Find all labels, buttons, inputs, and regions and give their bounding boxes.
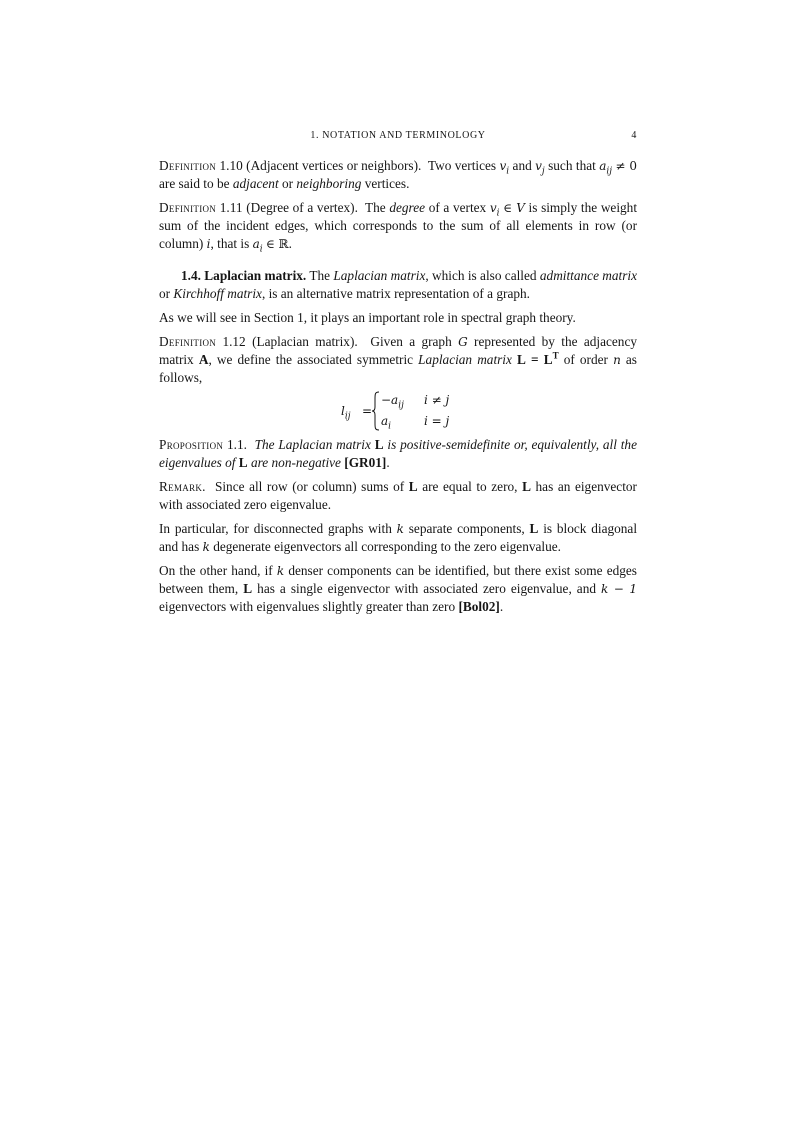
proposition-text: are non-negative [250,455,341,470]
remark-text: Since all row (or column) sums of [214,479,405,494]
formula-equals: = [362,404,373,418]
definition-text: are said to be [159,176,230,191]
definition-label: Definition [159,158,217,173]
definition-text: represented by the adjacency matrix [159,334,637,367]
definition-1-10 [159,157,637,193]
definition-text: The [365,200,386,215]
proposition-number: 1.1. [227,437,247,452]
definition-text: Given a graph [370,334,452,349]
symbol-l-matrix: L [238,455,248,470]
symbol-a-i: $a_i$ [252,237,263,255]
remark-text: eigenvectors with eigenvalues slightly greater than zero [159,599,456,614]
page-content [159,157,637,622]
symbol-g: G [458,335,468,349]
section-number: 1.4. [181,268,201,283]
remark-text: denser components can be identified, but there exist some edges between them, [159,563,637,596]
term-laplacian-matrix: Laplacian matrix [333,268,426,283]
remark-text: In particular, for disconnected graphs with [159,521,392,536]
laplacian-formula [159,390,637,430]
formula-case-2-value: $a_i$ [381,414,392,432]
symbol-l-matrix: L [522,479,531,494]
symbol-k: k [202,540,210,554]
symbol-in-v: ∈ V [503,201,525,215]
formula-case-1-condition: i ≠ j [424,393,450,407]
symbol-k: k [276,564,285,578]
section-1-4 [159,267,637,303]
formula-case-2-condition: i = j [424,414,450,428]
term-neighboring: neighboring [296,176,362,191]
definition-text: vertices. [364,176,410,191]
remark-paragraph-3: On the other hand, if k denser components can be identified, but there exist some edges between them, L has a single eigenvector with associated zero eigenvalue, and k − 1 eigenvectors with eigenvalues slightly greater than zero [Bol02]. [159,563,638,614]
formula-case-1-value: $-a_{ij}$ [381,393,404,411]
formula-lhs: $l_{ij}$ [341,404,351,422]
definition-1-12 [159,333,637,387]
symbol-a-ij: $a_{ij}$ [599,159,613,177]
definition-title: (Adjacent vertices or neighbors). [246,158,422,173]
remark-text: degenerate eigenvectors all corresponding to the zero eigenvalue. [213,539,561,554]
citation-bol02[interactable]: [Bol02] [458,599,500,614]
section-text: , is an alternative matrix representation of a graph. [261,286,530,301]
symbol-k: k [396,522,404,536]
symbol-n: n [613,353,621,367]
running-title: 1. NOTATION AND TERMINOLOGY [310,130,486,141]
symbol-a-matrix: A [198,352,209,367]
definition-text: of order [563,352,608,367]
symbol-l-matrix: L [374,437,384,452]
remark-paragraph-2 [159,520,637,556]
symbol-i: i [206,237,211,251]
section-title: Laplacian matrix. [204,268,307,283]
definition-label: Definition [159,334,217,349]
running-head [159,127,637,143]
remark-text: On the other hand, if [159,563,273,578]
definition-number: 1.11 [219,200,243,215]
definition-number: 1.12 [222,334,246,349]
definition-text: , we define the associated symmetric [208,352,414,367]
symbol-in-r: ∈ ℝ [265,237,289,251]
term-kirchhoff-matrix: Kirchhoff matrix [173,286,262,301]
definition-title: (Degree of a vertex). [246,200,358,215]
symbol-v-i: $v_i$ [499,159,510,177]
remark [159,478,637,514]
remark-text: are equal to zero, [422,479,518,494]
remark-text: has an eigenvector with associated zero eigenvalue. [159,479,637,512]
symbol-k-minus-1: k − 1 [601,582,638,596]
remark-text: separate components, [408,521,525,536]
citation-gr01[interactable]: [GR01] [344,455,387,470]
definition-1-11: Definition 1.11 (Degree of a vertex). The degree of a vertex $v_i$ ∈ V is simply the weight sum of the incident edges, which corresponds to the sum of all elements in row (or column) i, that is $a_i$ ∈ ℝ. [159,200,638,255]
definition-number: 1.10 [219,158,243,173]
definition-text: is simply the weight sum of the incident edges, which corresponds to the sum of all elements in row (or column) [159,200,638,251]
symbol-neq-zero: ≠ 0 [615,159,637,173]
definition-title: (Laplacian matrix). [252,334,358,349]
proposition-label: Proposition [159,437,224,452]
proposition-1-1: Proposition 1.1. The Laplacian matrix L is positive-semidefinite or, equivalently, all the eigenvalues of L are non-negative [GR01]. [159,437,637,470]
section-text: The [309,268,331,283]
definition-text: Two vertices [427,158,497,173]
symbol-l-matrix: L [517,352,526,367]
term-adjacent: adjacent [232,176,279,191]
proposition-text: The Laplacian matrix [254,437,371,452]
left-brace-icon [371,391,381,431]
definition-text: and [512,158,532,173]
remark-text: is block diagonal and has [159,521,638,554]
term-admittance-matrix: admittance matrix [539,268,638,283]
definition-text: or [281,176,294,191]
definition-text: , that is [210,236,250,251]
paper-page [159,0,637,1123]
definition-text: of a vertex [428,200,487,215]
section-text: , which is also called [425,268,537,283]
page-number: 4 [631,130,637,141]
term-laplacian-matrix: Laplacian matrix [418,352,512,367]
definition-label: Definition [159,200,217,215]
symbol-l-transpose: = $L^T$ [531,350,559,367]
symbol-l-matrix: L [408,479,418,494]
remark-text: has a single eigenvector with associated zero eigenvalue, and [257,581,596,596]
definition-text: such that [548,158,596,173]
symbol-v-i: $v_i$ [489,201,500,219]
definition-text: as follows, [159,352,637,385]
remark-label: Remark. [159,479,206,494]
term-degree: degree [389,200,426,215]
symbol-l-matrix: L [243,581,253,596]
proposition-text: is positive-semidefinite or, equivalently, all the eigenvalues of [159,437,637,470]
section-text: or [159,286,171,301]
section-paragraph: As we will see in Section 1, it plays an important role in spectral graph theory. [159,310,576,325]
symbol-v-j: $v_j$ [535,159,545,177]
symbol-l-matrix: L [529,521,539,536]
